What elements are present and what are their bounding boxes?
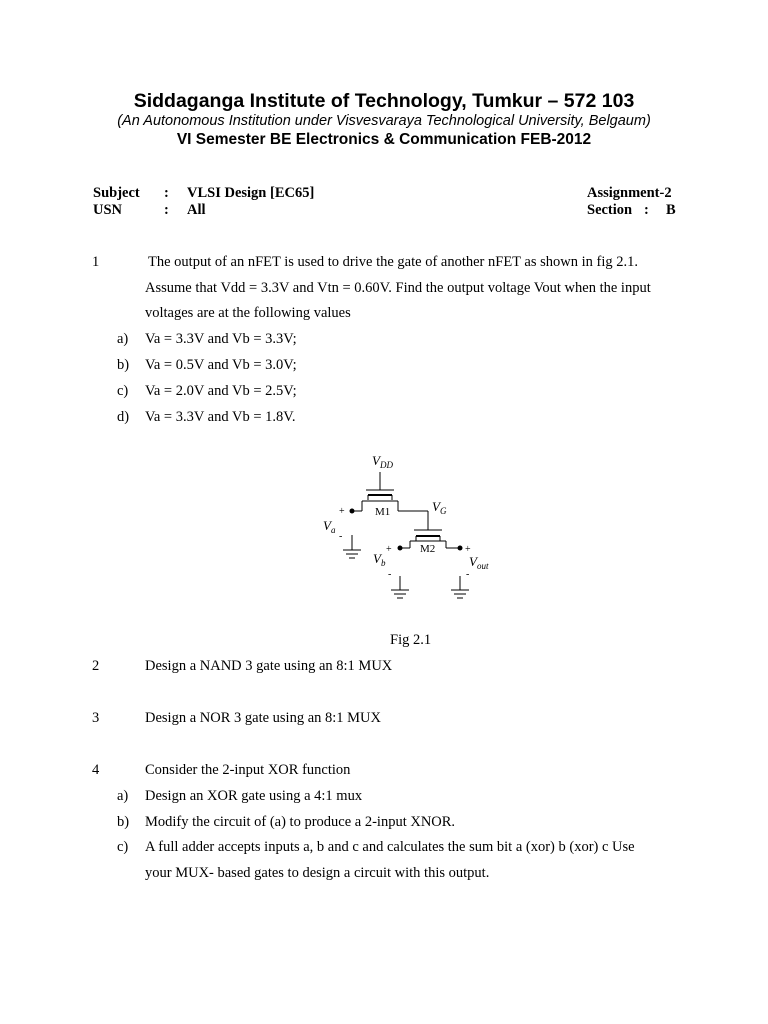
institute-title: Siddaganga Institute of Technology, Tumkur – 572 103	[133, 90, 635, 112]
q1-line-2: Assume that Vdd = 3.3V and Vtn = 0.60V. Find the output voltage Vout when the input	[145, 280, 651, 296]
q4-part-c-continued: your MUX- based gates to design a circuit with this output.	[145, 865, 490, 881]
q1-part-c-text: Va = 2.0V and Vb = 2.5V;	[145, 383, 297, 399]
q2-number: 2	[92, 658, 100, 674]
section-label: Section	[587, 202, 633, 218]
vdd-label: $V_{DD}$	[372, 453, 393, 470]
figure-caption: Fig 2.1	[390, 632, 432, 648]
q2-text: Design a NAND 3 gate using an 8:1 MUX	[145, 658, 393, 674]
q4-number: 4	[92, 762, 100, 778]
q1-part-d-label: d)	[117, 409, 130, 425]
subject-value: VLSI Design [EC65]	[187, 185, 315, 201]
semester-title: VI Semester BE Electronics & Communication FEB-2012	[176, 131, 592, 148]
subject-separator: :	[164, 185, 169, 201]
vout-label: $V_{out}$	[469, 554, 489, 571]
q4-part-c-label: c)	[117, 839, 129, 855]
q1-part-d-text: Va = 3.3V and Vb = 1.8V.	[145, 409, 296, 425]
va-minus: -	[339, 531, 343, 542]
usn-label: USN	[93, 202, 123, 218]
vb-label: $V_b$	[373, 551, 386, 568]
q1-part-b-label: b)	[117, 357, 130, 373]
q4-part-c-text: A full adder accepts inputs a, b and c and calculates the sum bit a (xor) b (xor) c Use	[145, 839, 635, 855]
va-label: $V_a$	[323, 518, 336, 535]
vb-plus: +	[386, 544, 392, 555]
q4-part-b-text: Modify the circuit of (a) to produce a 2-input XNOR.	[145, 814, 456, 830]
assignment-label: Assignment-2	[587, 185, 672, 201]
subject-label: Subject	[93, 185, 140, 201]
q4-part-b-label: b)	[117, 814, 130, 830]
q1-part-a-text: Va = 3.3V and Vb = 3.3V;	[145, 331, 297, 347]
q4-text: Consider the 2-input XOR function	[145, 762, 351, 778]
usn-value: All	[187, 202, 206, 218]
q3-number: 3	[92, 710, 100, 726]
section-value: B	[666, 202, 676, 218]
va-terminal	[350, 509, 355, 514]
vout-terminal	[458, 546, 463, 551]
m2-label: M2	[420, 543, 436, 555]
section-separator: :	[644, 202, 649, 218]
vb-terminal	[398, 546, 403, 551]
q4-part-a-label: a)	[117, 788, 129, 804]
va-plus: +	[339, 506, 345, 517]
q1-part-a-label: a)	[117, 331, 129, 347]
q1-line-1: The output of an nFET is used to drive the gate of another nFET as shown in fig 2.1.	[148, 254, 638, 270]
q1-line-3: voltages are at the following values	[145, 305, 351, 321]
q4-part-a-text: Design an XOR gate using a 4:1 mux	[145, 788, 363, 804]
vb-minus: -	[388, 569, 392, 580]
vout-minus: -	[466, 569, 470, 580]
vg-label: $V_G$	[432, 499, 447, 516]
q3-text: Design a NOR 3 gate using an 8:1 MUX	[145, 710, 382, 726]
usn-separator: :	[164, 202, 169, 218]
autonomy-subtitle: (An Autonomous Institution under Visvesvaraya Technological University, Belgaum)	[117, 113, 651, 129]
q1-part-c-label: c)	[117, 383, 129, 399]
q1-number: 1	[92, 254, 100, 270]
m1-label: M1	[375, 506, 391, 518]
vout-plus: +	[465, 544, 471, 555]
q1-part-b-text: Va = 0.5V and Vb = 3.0V;	[145, 357, 297, 373]
